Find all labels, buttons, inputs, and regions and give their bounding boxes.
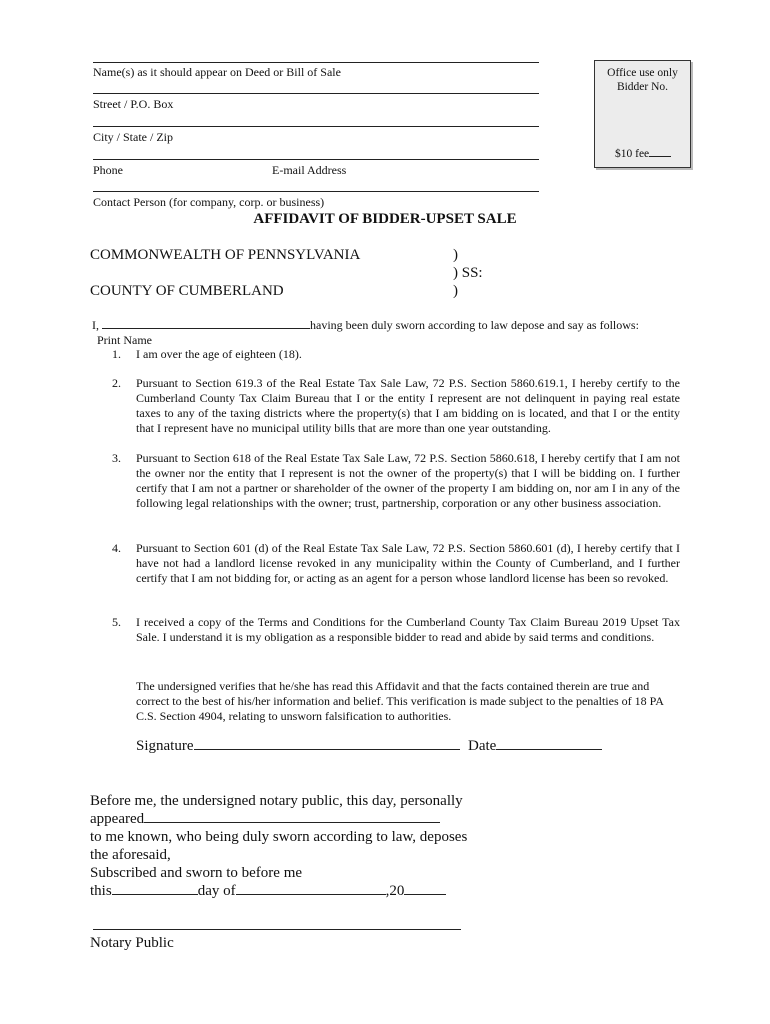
deponent-suffix: having been duly sworn according to law depose and say as follows: [310, 318, 639, 332]
street-line[interactable] [93, 93, 539, 94]
contact-person-label: Contact Person (for company, corp. or business) [93, 195, 325, 209]
notary-line-3: to me known, who being duly sworn according to law, deposes [90, 829, 468, 845]
city-line[interactable] [93, 126, 539, 127]
notary-line-4: the aforesaid, [90, 847, 171, 863]
fee-blank[interactable] [649, 147, 671, 157]
appeared-label: appeared [90, 811, 145, 827]
statement-5-number: 5. [112, 615, 121, 629]
deponent-line [92, 318, 639, 332]
notary-public-label: Notary Public [90, 935, 174, 951]
notary-line-5: Subscribed and sworn to before me [90, 865, 303, 881]
statement-4-number: 4. [112, 541, 121, 555]
statement-4-text: Pursuant to Section 601 (d) of the Real Estate Tax Sale Law, 72 P.S. Section 5860.601 (d), I hereby certify that I have not had a landlord license revoked in any municipality within the County of Cumberland, and I further certify that I am not bidding for, or acting as an agent for a person whose landlord license has been so revoked. [136, 541, 680, 585]
notary-date-line [90, 882, 446, 900]
statement-5-text: I received a copy of the Terms and Conditions for the Cumberland County Tax Claim Bureau 2019 Upset Tax Sale. I understand it is my obligation as a responsible bidder to read and abide by said terms and conditions. [136, 615, 680, 644]
email-label: E-mail Address [272, 163, 347, 177]
phone-email-line[interactable] [93, 159, 539, 160]
notary-line-1: Before me, the undersigned notary public, this day, personally [90, 793, 463, 809]
venue-county: COUNTY OF CUMBERLAND [90, 283, 284, 299]
month-blank[interactable] [236, 882, 386, 895]
statement-1-number: 1. [112, 347, 121, 361]
statement-2-number: 2. [112, 376, 121, 390]
street-label: Street / P.O. Box [93, 97, 174, 111]
day-blank[interactable] [112, 882, 198, 895]
venue-ss: ) SS: [453, 265, 483, 281]
date-label: Date [468, 738, 497, 754]
fee-label: $10 fee [615, 148, 650, 160]
notary-signature-line[interactable] [93, 929, 461, 930]
print-name-label: Print Name [97, 333, 152, 347]
statement-1-text: I am over the age of eighteen (18). [136, 347, 302, 361]
venue-paren-open: ) [453, 247, 458, 263]
venue-paren-close: ) [453, 283, 458, 299]
venue-state: COMMONWEALTH OF PENNSYLVANIA [90, 247, 361, 263]
document-title: AFFIDAVIT OF BIDDER-UPSET SALE [253, 211, 517, 227]
fee-line [615, 147, 671, 161]
office-use-box [594, 60, 691, 168]
date-blank[interactable] [496, 737, 602, 750]
contact-person-line[interactable] [93, 191, 539, 192]
statement-3-text: Pursuant to Section 618 of the Real Estate Tax Sale Law, 72 P.S. Section 5860.618, I hereby certify that I am not the owner nor the entity that I represent is not the owner of the property(s) that I will be bidding on. I further certify that I am not a partner or shareholder of the owner of the property I am bidding on, nor am I in any of the following legal relationships with the owner; trust, partnership, corporation or any other business association. [136, 451, 680, 510]
this-label: this [90, 883, 112, 899]
signature-label: Signature [136, 738, 194, 754]
print-name-blank[interactable] [102, 318, 310, 329]
signature-blank[interactable] [194, 737, 460, 750]
bidder-number-label: Bidder No. [616, 81, 669, 93]
date-field [468, 737, 602, 755]
signature-field [136, 737, 460, 755]
day-of-label: day of [197, 883, 236, 899]
statement-3-number: 3. [112, 451, 121, 465]
name-line[interactable] [93, 62, 539, 63]
office-use-label: Office use only [607, 67, 678, 79]
year-prefix: ,20 [385, 883, 405, 899]
name-label: Name(s) as it should appear on Deed or Bill of Sale [93, 65, 341, 79]
deponent-prefix: I, [92, 318, 99, 332]
year-blank[interactable] [404, 882, 446, 895]
notary-appeared-line [90, 810, 440, 828]
city-label: City / State / Zip [93, 130, 173, 144]
appeared-blank[interactable] [144, 810, 440, 823]
phone-label: Phone [93, 163, 123, 177]
statement-2-text: Pursuant to Section 619.3 of the Real Estate Tax Sale Law, 72 P.S. Section 5860.619.1, I hereby certify to the Cumberland County Tax Claim Bureau that I or the entity I represent are not delinquent in paying real estate taxes to any of the taxing districts where the property(s) that I am bidding on is located, and that I or the entity that I represent have no municipal utility bills that are more than one year outstanding. [136, 376, 680, 435]
verification-paragraph: The undersigned verifies that he/she has read this Affidavit and that the facts contained therein are true and correct to the best of his/her information and belief. This verification is made subject to the penalties of 18 PA C.S. Section 4904, relating to unsworn falsification to authorities. [136, 679, 664, 723]
